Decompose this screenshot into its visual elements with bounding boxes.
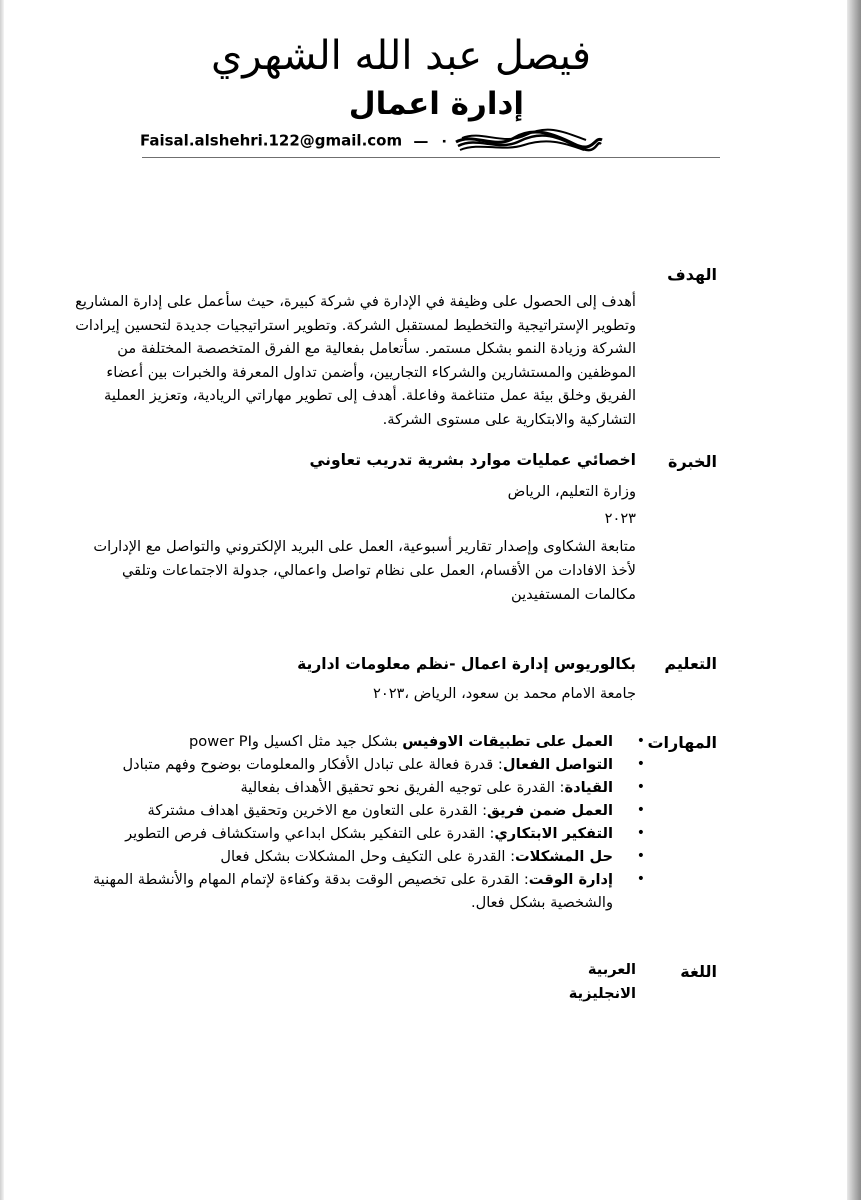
education-heading: التعليم xyxy=(664,654,717,673)
objective-heading: الهدف xyxy=(667,265,717,284)
languages-heading: اللغة xyxy=(680,962,717,981)
objective-text: أهدف إلى الحصول على وظيفة في الإدارة في شركة كبيرة، حيث سأعمل على إدارة المشاريع وتطوير الإستراتيجية والتخطيط لمستقبل الشركة. وتطوير استراتيجيات جديدة لتحسين إيرادات الشركة وزيادة النمو بشكل مستمر. سأتعامل بفعالية مع الفرق المتخصصة المختلفة من الموظفين والمستشارين والشركاء التجاريين، وأضمن تداول المعرفة والخبرات بين أعضاء الفريق وخلق بيئة عمل متناغمة وفاعلة. أهدف إلى تطوير مهاراتي الريادية، وتعزيز العملية التشاركية والابتكارية على مستوى الشركة. xyxy=(75,293,636,428)
skill-item: • العمل على تطبيقات الاوفيس بشكل جيد مثل اكسيل وpower PI xyxy=(53,730,613,753)
redacted-phone-scribble xyxy=(454,128,604,154)
contact-separator: — xyxy=(413,131,429,150)
education-degree: بكالوريوس إدارة اعمال -نظم معلومات ادارية xyxy=(297,655,636,673)
phone-prefix: ٠ xyxy=(439,131,449,150)
skill-item: • حل المشكلات: القدرة على التكيف وحل المشكلات بشكل فعال xyxy=(53,845,613,868)
header-divider xyxy=(142,157,720,158)
skill-item: • التواصل الفعال: قدرة فعالة على تبادل الأفكار والمعلومات بوضوح وفهم متبادل xyxy=(53,753,613,776)
skills-heading: المهارات xyxy=(647,733,717,752)
skills-list xyxy=(53,730,613,914)
skill-item: • العمل ضمن فريق: القدرة على التعاون مع الاخرين وتحقيق اهداف مشتركة xyxy=(53,799,613,822)
language-english: الانجليزية xyxy=(568,985,636,1002)
experience-year: ٢٠٢٣ xyxy=(604,510,636,527)
experience-title: اخصائي عمليات موارد بشرية تدريب تعاوني xyxy=(309,451,636,469)
page-right-shadow xyxy=(847,0,861,1200)
contact-line xyxy=(140,128,660,154)
experience-description: متابعة الشكاوى وإصدار تقارير أسبوعية، العمل على البريد الإلكتروني والتواصل مع الإدارات لأخذ الافادات من الأقسام، العمل على نظام تواصل واعمالي، جدولة الاجتماعات وتلقي مكالمات المستفيدين xyxy=(93,538,636,603)
skill-item: • القيادة: القدرة على توجيه الفريق نحو تحقيق الأهداف بفعالية xyxy=(53,776,613,799)
languages-list xyxy=(436,958,636,1006)
page-left-shadow xyxy=(0,0,4,1200)
experience-place: وزارة التعليم، الرياض xyxy=(507,483,636,500)
skill-item: • التفكير الابتكاري: القدرة على التفكير بشكل ابداعي واستكشاف فرص التطوير xyxy=(53,822,613,845)
experience-heading: الخبرة xyxy=(668,452,717,471)
candidate-name: فيصل عبد الله الشهري xyxy=(210,33,591,79)
job-title: إدارة اعمال xyxy=(348,86,524,122)
email-address[interactable]: Faisal.alshehri.122@gmail.com xyxy=(140,131,403,150)
language-arabic: العربية xyxy=(587,961,636,978)
education-school: جامعة الامام محمد بن سعود، الرياض ،٢٠٢٣ xyxy=(373,685,636,702)
skill-item: • إدارة الوقت: القدرة على تخصيص الوقت بدقة وكفاءة لإتمام المهام والأنشطة المهنية والشخصية بشكل فعال. xyxy=(53,868,613,914)
